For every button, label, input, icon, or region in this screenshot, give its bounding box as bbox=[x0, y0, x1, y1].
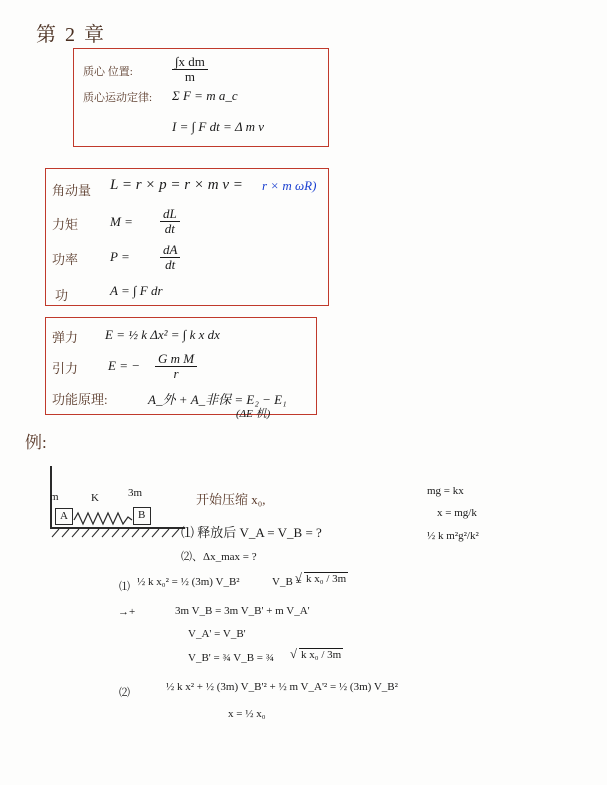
box2-row0-label: 角动量 bbox=[52, 183, 92, 198]
block-b-label: B bbox=[138, 509, 146, 521]
box2-row2-den: dt bbox=[165, 256, 176, 272]
box3-row1-fraction bbox=[155, 352, 197, 380]
box2-row1-symbol: M = bbox=[110, 214, 133, 229]
box2-row1-label: 力矩 bbox=[52, 217, 79, 232]
box3-row2-label: 功能原理: bbox=[52, 392, 108, 407]
solution-text-2: V_A' = V_B' bbox=[188, 628, 246, 640]
box3-row0-label: 弹力 bbox=[52, 330, 79, 345]
box2-row3-label: 功 bbox=[55, 288, 69, 303]
side-note-1: x = mg/k bbox=[437, 507, 477, 519]
solution-sqrt-0 bbox=[295, 572, 348, 585]
example-marker: 例: bbox=[25, 433, 47, 452]
box2-row2-num: dA bbox=[160, 243, 180, 258]
solution-tag-4: ⑵ bbox=[119, 687, 130, 699]
solution-text-5: x = ½ x₀ bbox=[228, 708, 266, 720]
box1-frac-den: m bbox=[184, 68, 196, 84]
box2-row1-fraction bbox=[160, 207, 180, 235]
mass-right-label: 3m bbox=[128, 487, 143, 499]
side-note-2: ½ k m²g²/k² bbox=[427, 530, 479, 542]
solution-text-1: 3m V_B = 3m V_B' + m V_A' bbox=[175, 605, 310, 617]
box1-row0-formula bbox=[172, 55, 208, 83]
diagram-hatching bbox=[50, 529, 185, 539]
box1-row1-formula: Σ F = m a_c bbox=[172, 88, 238, 103]
box2-row1-den: dt bbox=[164, 220, 175, 236]
box2-row3-symbol: A = ∫ F dr bbox=[110, 283, 163, 298]
example-question-2: ⑵、Δx_max = ? bbox=[181, 551, 257, 563]
example-statement: 开始压缩 x₀, bbox=[196, 492, 266, 507]
box2-row0-formula: L = r × p = r × m v = bbox=[110, 177, 243, 193]
side-note-0: mg = kx bbox=[427, 485, 464, 497]
box1-row0-label: 质心 位置: bbox=[83, 66, 133, 78]
example-question-1: ⑴ 释放后 V_A = V_B = ? bbox=[181, 525, 322, 540]
solution-text-3: V_B' = ¾ V_B = ¾ bbox=[188, 652, 275, 664]
sqrt-content-0: k x₀ / 3m bbox=[306, 573, 347, 585]
box3-row1-label: 引力 bbox=[52, 361, 79, 376]
box1-row2-formula: I = ∫ F dt = Δ m v bbox=[172, 119, 265, 134]
box1-row1-label: 质心运动定律: bbox=[83, 92, 153, 104]
solution-extra-0: V_B = bbox=[272, 576, 302, 588]
box1-frac-num: ∫x dm bbox=[172, 55, 208, 70]
mass-left-label: m bbox=[50, 491, 59, 503]
box2-row1-num: dL bbox=[160, 207, 180, 222]
box2-row2-label: 功率 bbox=[52, 252, 79, 267]
solution-text-0: ½ k x₀² = ½ (3m) V_B² bbox=[137, 576, 240, 588]
box2-row2-symbol: P = bbox=[110, 249, 130, 264]
spring-coil bbox=[74, 508, 132, 526]
box2-row2-fraction bbox=[160, 243, 180, 271]
solution-text-4: ½ k x² + ½ (3m) V_B'² + ½ m V_A'² = ½ (3m) V_B² bbox=[166, 681, 398, 693]
box3-row1-den: r bbox=[173, 365, 179, 381]
block-a-label: A bbox=[60, 510, 68, 522]
solution-sqrt-3 bbox=[290, 648, 343, 661]
box2-row0-highlight: r × m ωR) bbox=[262, 178, 317, 193]
spring-label: K bbox=[91, 492, 99, 504]
solution-tag-1: →+ bbox=[118, 606, 136, 618]
sqrt-content-3: k x₀ / 3m bbox=[301, 649, 342, 661]
box3-row1-num: G m M bbox=[155, 352, 197, 367]
box3-row2-note: (ΔE 机) bbox=[236, 408, 271, 420]
box3-row1-formula: E = − bbox=[108, 358, 140, 373]
box3-row0-formula: E = ½ k Δx² = ∫ k x dx bbox=[105, 327, 220, 342]
solution-tag-0: ⑴ bbox=[119, 581, 130, 593]
page-title: 第 2 章 bbox=[36, 24, 106, 46]
box3-row2-formula: A_外 + A_非保 = E₂ − E₁ bbox=[148, 392, 287, 407]
